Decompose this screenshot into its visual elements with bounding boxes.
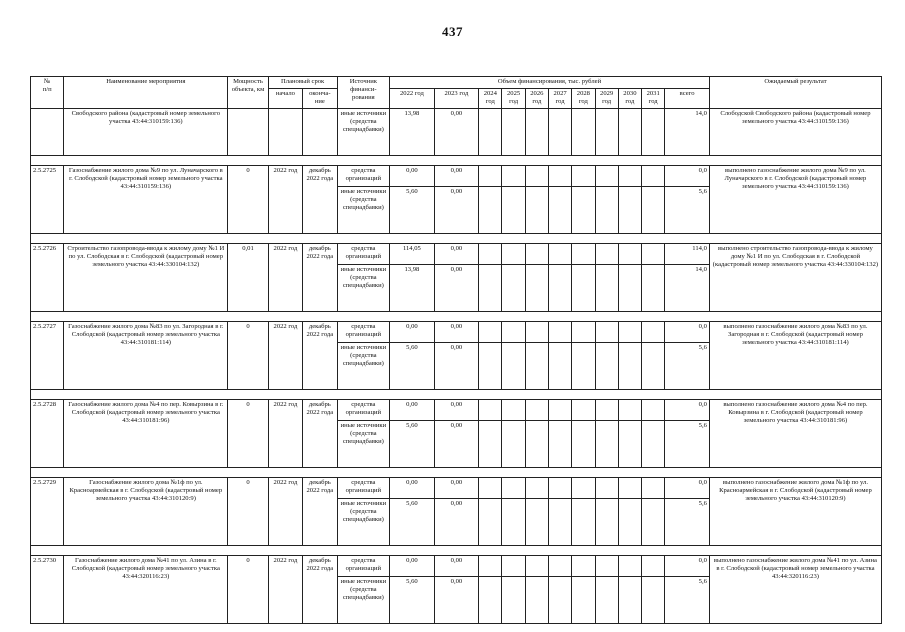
cell-2022: 114,05 xyxy=(390,244,435,265)
cell-source-organizations: средства организаций xyxy=(337,166,390,187)
cell-total: 114,0 xyxy=(665,244,710,265)
cell-num: 2.5.2726 xyxy=(31,244,64,312)
cell-total: 0,0 xyxy=(665,166,710,187)
cell-total: 0,0 xyxy=(665,556,710,577)
cell-source: иные источники (средства спецнадбавки) xyxy=(337,109,390,156)
header-result: Ожидаемый результат xyxy=(709,77,881,109)
table-row xyxy=(31,400,882,421)
cell-power xyxy=(228,109,268,156)
cell-2022: 5,60 xyxy=(390,343,435,390)
cell-start: 2022 год xyxy=(268,244,302,312)
cell-source-organizations: средства организаций xyxy=(337,478,390,499)
cell-result: Слободской Свободского района (кадастровый номер земельного участка 43:44:310159:136) xyxy=(709,109,881,156)
cell-num xyxy=(31,109,64,156)
row-spacer xyxy=(31,390,882,400)
cell-start: 2022 год xyxy=(268,556,302,624)
cell-name: Газоснабжение жилого дома №1ф по ул. Красноармейская в г. Слободской (кадастровый номер земельного участка 43:44:310120:9) xyxy=(64,478,228,546)
table-header xyxy=(31,77,882,109)
cell-power: 0,01 xyxy=(228,244,268,312)
cell-name: Газоснабжение жилого дома №83 по ул. Загородная в г. Слободской (кадастровый номер земельного участка 43:44:310181:114) xyxy=(64,322,228,390)
row-spacer xyxy=(31,468,882,478)
cell-source-other: иные источники (средства спецнадбавки) xyxy=(337,343,390,390)
header-2022: 2022 год xyxy=(390,89,435,109)
cell-end: декабрь 2022 года xyxy=(303,322,337,390)
cell-source-other: иные источники (средства спецнадбавки) xyxy=(337,187,390,234)
cell-total: 0,0 xyxy=(665,322,710,343)
cell-power: 0 xyxy=(228,478,268,546)
cell-source-other: иные источники (средства спецнадбавки) xyxy=(337,421,390,468)
cell-source-organizations: средства организаций xyxy=(337,556,390,577)
cell-2023: 0,00 xyxy=(434,556,479,577)
cell-2022: 5,60 xyxy=(390,577,435,624)
cell-num: 2.5.2729 xyxy=(31,478,64,546)
cell-2023: 0,00 xyxy=(434,577,479,624)
cell-total: 14,0 xyxy=(665,109,710,156)
row-spacer xyxy=(31,312,882,322)
cell-result: выполнено газоснабжение жилого дома №41 по ул. Азина в г. Слободской (кадастровый номер земельного участка 43:44:320116:23) xyxy=(709,556,881,624)
cell-2023: 0,00 xyxy=(434,343,479,390)
cell-result: выполнено газоснабжение жилого дома №1ф по ул. Красноармейская в г. Слободской (кадастровый номер земельного участка 43:44:310120:9) xyxy=(709,478,881,546)
table-row xyxy=(31,478,882,499)
header-2025: 2025 год xyxy=(502,89,525,109)
table-row xyxy=(31,556,882,577)
cell-num: 2.5.2725 xyxy=(31,166,64,234)
funding-table xyxy=(30,76,882,624)
header-start: начало xyxy=(268,89,302,109)
cell-2022: 0,00 xyxy=(390,166,435,187)
cell-name: Строительство газопровода-ввода к жилому дому №1 И по ул. Слободская в г. Слободской (кадастровый номер земельного участка 43:44:330104:132) xyxy=(64,244,228,312)
cell-end xyxy=(303,109,337,156)
row-spacer xyxy=(31,546,882,556)
cell-source-organizations: средства организаций xyxy=(337,400,390,421)
cell-source-other: иные источники (средства спецнадбавки) xyxy=(337,265,390,312)
cell-start xyxy=(268,109,302,156)
cell-name: Газоснабжение жилого дома №4 по пер. Ковырзина в г. Слободской (кадастровый номер земельного участка 43:44:310181:96) xyxy=(64,400,228,468)
cell-start: 2022 год xyxy=(268,478,302,546)
header-funding: Объем финансирования, тыс. рублей xyxy=(390,77,710,89)
cell-2022: 5,60 xyxy=(390,187,435,234)
cell-result: выполнено газоснабжение жилого дома №4 по пер. Ковырзина в г. Слободской (кадастровый номер земельного участка 43:44:310181:96) xyxy=(709,400,881,468)
header-plan-term: Плановый срок xyxy=(268,77,337,89)
cell-2023: 0,00 xyxy=(434,244,479,265)
cell-result: выполнено строительство газопровода-ввода к жилому дому №1 И по ул. Слободская в г. Слободской (кадастровый номер земельного участка 43:44:330104:132) xyxy=(709,244,881,312)
cell-2023: 0,00 xyxy=(434,109,479,156)
cell-total: 5,6 xyxy=(665,187,710,234)
cell-2022: 13,98 xyxy=(390,109,435,156)
cell-2022: 0,00 xyxy=(390,478,435,499)
header-2024: 2024 год xyxy=(479,89,502,109)
cell-2023: 0,00 xyxy=(434,166,479,187)
header-2023: 2023 год xyxy=(434,89,479,109)
cell-source-other: иные источники (средства спецнадбавки) xyxy=(337,499,390,546)
header-2031: 2031 год xyxy=(642,89,665,109)
cell-num: 2.5.2727 xyxy=(31,322,64,390)
header-num: № п/п xyxy=(31,77,64,109)
cell-total: 0,0 xyxy=(665,478,710,499)
cell-2023: 0,00 xyxy=(434,265,479,312)
header-2030: 2030 год xyxy=(618,89,641,109)
header-total: всего xyxy=(665,89,710,109)
cell-total: 14,0 xyxy=(665,265,710,312)
cell-end: декабрь 2022 года xyxy=(303,478,337,546)
cell-result: выполнено газоснабжение жилого дома №9 по ул. Луначарского в г. Слободской (кадастровый номер земельного участка 43:44:310159:136) xyxy=(709,166,881,234)
cell-name: Газоснабжение жилого дома №9 по ул. Луначарского в г. Слободской (кадастровый номер земельного участка 43:44:310159:136) xyxy=(64,166,228,234)
cell-name: Газоснабжение жилого дома №41 по ул. Азина в г. Слободской (кадастровый номер земельного участка 43:44:320116:23) xyxy=(64,556,228,624)
cell-2022: 0,00 xyxy=(390,556,435,577)
header-source: Источник финанси- рования xyxy=(337,77,390,109)
cell-2022: 5,60 xyxy=(390,421,435,468)
table-row xyxy=(31,322,882,343)
cell-2023: 0,00 xyxy=(434,499,479,546)
cell-2023: 0,00 xyxy=(434,187,479,234)
cell-2022: 13,98 xyxy=(390,265,435,312)
header-2028: 2028 год xyxy=(572,89,595,109)
table-row-continuation xyxy=(31,109,882,156)
cell-total: 0,0 xyxy=(665,400,710,421)
cell-start: 2022 год xyxy=(268,322,302,390)
row-spacer xyxy=(31,234,882,244)
cell-power: 0 xyxy=(228,166,268,234)
cell-source-other: иные источники (средства спецнадбавки) xyxy=(337,577,390,624)
cell-power: 0 xyxy=(228,322,268,390)
table-body xyxy=(31,109,882,624)
cell-source-organizations: средства организаций xyxy=(337,322,390,343)
header-power: Мощность объекта, км xyxy=(228,77,268,109)
cell-num: 2.5.2730 xyxy=(31,556,64,624)
table-row xyxy=(31,166,882,187)
table-row xyxy=(31,244,882,265)
cell-end: декабрь 2022 года xyxy=(303,400,337,468)
cell-start: 2022 год xyxy=(268,400,302,468)
cell-num: 2.5.2728 xyxy=(31,400,64,468)
cell-total: 5,6 xyxy=(665,421,710,468)
cell-2023: 0,00 xyxy=(434,322,479,343)
cell-power: 0 xyxy=(228,556,268,624)
page-number: 437 xyxy=(442,24,463,39)
cell-2022: 0,00 xyxy=(390,322,435,343)
cell-total: 5,6 xyxy=(665,577,710,624)
cell-2023: 0,00 xyxy=(434,478,479,499)
cell-power: 0 xyxy=(228,400,268,468)
header-end: оконча- ние xyxy=(303,89,337,109)
cell-name: Свободского района (кадастровый номер земельного участка 43:44:310159:136) xyxy=(64,109,228,156)
cell-end: декабрь 2022 года xyxy=(303,166,337,234)
cell-total: 5,6 xyxy=(665,343,710,390)
cell-2023: 0,00 xyxy=(434,400,479,421)
row-spacer xyxy=(31,156,882,166)
cell-2023: 0,00 xyxy=(434,421,479,468)
cell-source-organizations: средства организаций xyxy=(337,244,390,265)
header-2027: 2027 год xyxy=(548,89,571,109)
header-2026: 2026 год xyxy=(525,89,548,109)
cell-2022: 5,60 xyxy=(390,499,435,546)
cell-result: выполнено газоснабжение жилого дома №83 по ул. Загородная в г. Слободской (кадастровый номер земельного участка 43:44:310181:114) xyxy=(709,322,881,390)
cell-total: 5,6 xyxy=(665,499,710,546)
header-2029: 2029 год xyxy=(595,89,618,109)
header-name: Наименование мероприятия xyxy=(64,77,228,109)
cell-end: декабрь 2022 года xyxy=(303,244,337,312)
cell-end: декабрь 2022 года xyxy=(303,556,337,624)
cell-start: 2022 год xyxy=(268,166,302,234)
cell-2022: 0,00 xyxy=(390,400,435,421)
